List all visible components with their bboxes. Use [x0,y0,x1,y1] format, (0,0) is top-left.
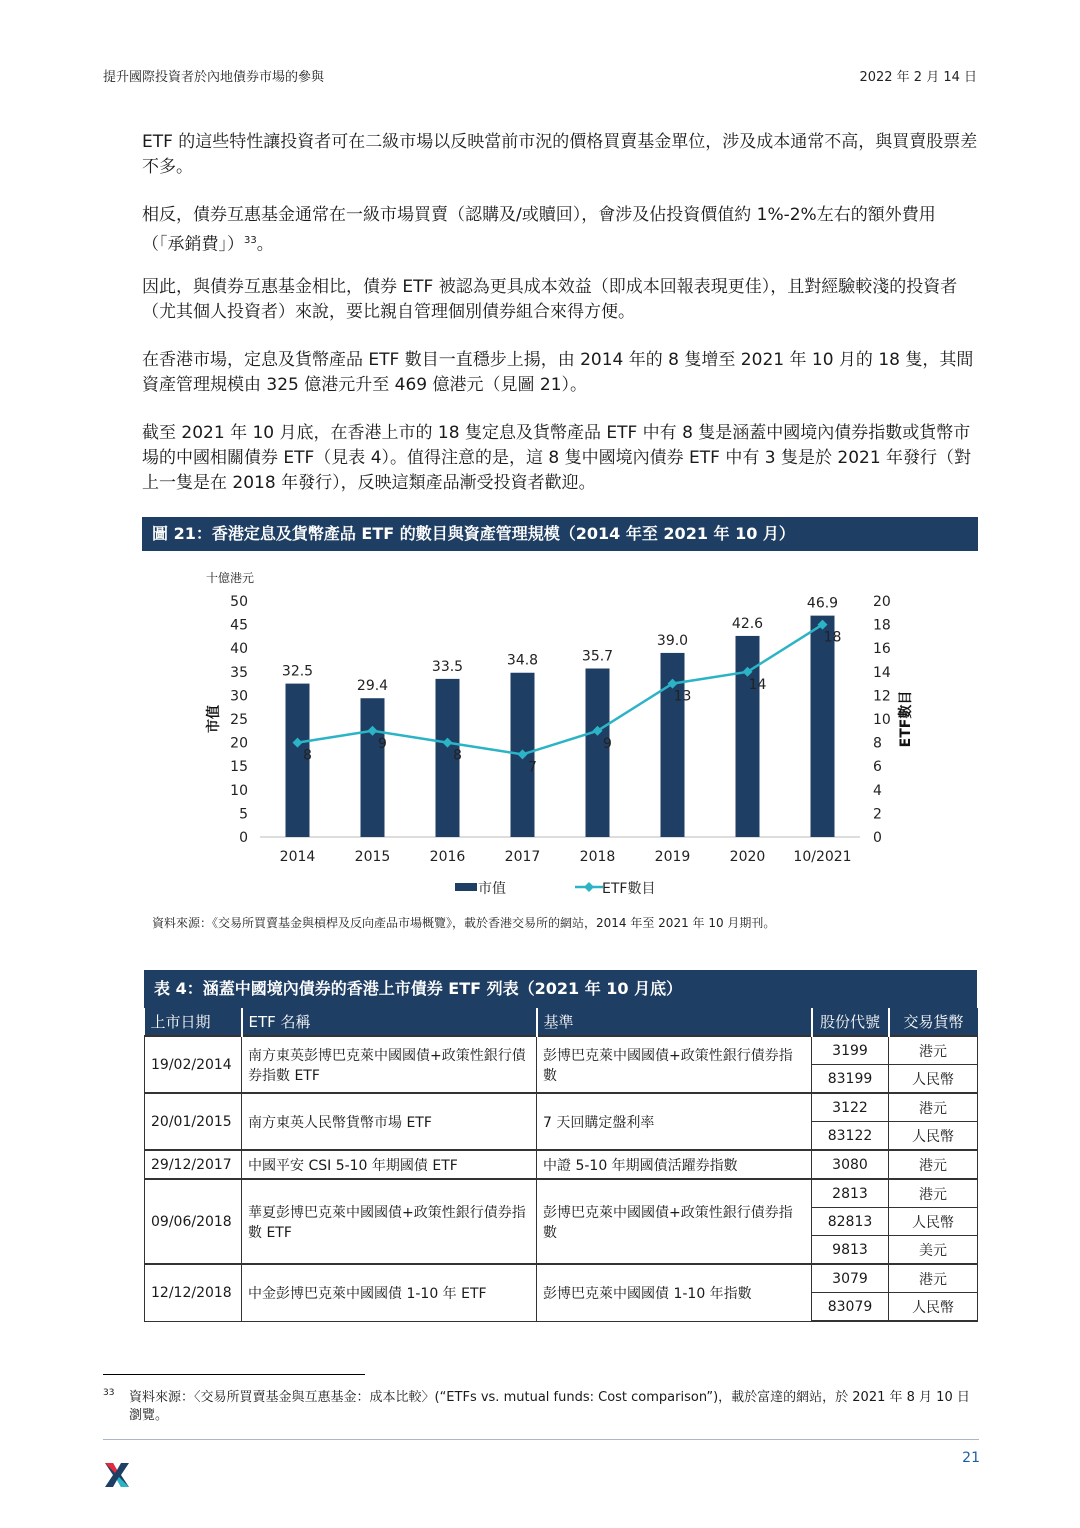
line-data-label: 8 [453,747,462,764]
hkex-logo-icon [103,1461,131,1489]
legend-line-marker [584,882,594,892]
y2-axis-tick-label: 6 [873,759,882,776]
y2-axis-tick-label: 16 [873,641,891,658]
cell-currency: 人民幣 [889,1208,978,1236]
line-data-label: 8 [303,747,312,764]
etf-table [144,1008,978,1322]
cell-etf-name: 中金彭博巴克萊中國國債 1-10 年 ETF [242,1264,537,1321]
y-axis-tick-label: 50 [230,594,248,610]
footer-divider [103,1439,979,1440]
table-row [145,1036,978,1065]
y2-axis-tick-label: 8 [873,735,882,752]
running-header-date: 2022 年 2 月 14 日 [859,70,977,85]
cell-benchmark: 彭博巴克萊中國國債+政策性銀行債券指數 [537,1179,812,1264]
figure-21-title: 圖 21：香港定息及貨幣產品 ETF 的數目與資產管理規模（2014 年至 2021 年 10 月） [142,517,978,551]
table-row [145,1150,978,1179]
line-data-label: 13 [673,688,692,705]
table-header-row [145,1008,978,1036]
header-etf-name: ETF 名稱 [242,1008,537,1036]
line-data-label: 9 [603,735,612,752]
figure-source-note: 資料來源：《交易所買賣基金與槓桿及反向產品市場概覽》，載於香港交易所的網站，2014 年至 2021 年 10 月期刊。 [152,916,776,930]
cell-currency: 港元 [889,1264,978,1293]
bar-data-label: 39.0 [656,632,689,649]
cell-currency: 港元 [889,1036,978,1065]
y-axis-tick-label: 40 [230,641,248,658]
x-axis-tick-label: 2020 [729,849,766,865]
y-axis-title: 市值 [206,705,222,733]
cell-code: 3079 [812,1264,889,1293]
running-header-title: 提升國際投資者於內地債券市場的參與 [103,70,325,85]
header-benchmark: 基準 [537,1008,812,1036]
cell-code: 82813 [812,1208,889,1236]
cell-code: 2813 [812,1179,889,1208]
y2-axis-tick-label: 2 [873,806,882,823]
paragraph-5: 截至 2021 年 10 月底，在香港上市的 18 隻定息及貨幣產品 ETF 中有 8 隻是涵蓋中國境內債券指數或貨幣市場的中國相關債券 ETF（見表 4）。值得注意的是，這 8 隻中國境內債券 ETF 中有 3 隻是於 2021 年發行（對上一隻是在 2018 年發行），反映這類產品漸受投資者歡迎。 [142,423,972,493]
bar-data-label: 46.9 [806,595,839,612]
header-stock-code: 股份代號 [812,1008,889,1036]
y-axis-unit-label: 十億港元 [206,571,255,585]
y-axis-tick-label: 5 [239,806,248,823]
x-axis-tick-label: 2019 [654,849,691,865]
cell-etf-name: 華夏彭博巴克萊中國國債+政策性銀行債券指數 ETF [242,1179,537,1264]
y2-axis-tick-label: 12 [873,688,891,705]
cell-currency: 人民幣 [889,1293,978,1322]
bar-data-label: 33.5 [431,658,464,675]
table-row [145,1179,978,1208]
bar-data-label: 42.6 [731,615,764,632]
paragraph-2-end: 。 [256,234,274,255]
cell-date: 20/01/2015 [145,1093,242,1150]
table-row [145,1093,978,1122]
paragraph-3: 因此，與債券互惠基金相比，債券 ETF 被認為更具成本效益（即成本回報表現更佳），且對經驗較淺的投資者（尤其個人投資者）來說，要比親自管理個別債券組合來得方便。 [142,277,958,322]
cell-benchmark: 中證 5-10 年期國債活躍券指數 [537,1150,812,1179]
line-data-label: 7 [528,759,537,776]
cell-code: 83079 [812,1293,889,1322]
y2-axis-tick-label: 14 [873,664,891,681]
cell-benchmark: 彭博巴克萊中國國債 1-10 年指數 [537,1264,812,1321]
paragraph-1: ETF 的這些特性讓投資者可在二級市場以反映當前市況的價格買賣基金單位，涉及成本通常不高，與買賣股票差不多。 [142,132,978,177]
table-4-title: 表 4：涵蓋中國境內債券的香港上市債券 ETF 列表（2021 年 10 月底） [144,970,977,1008]
bar-market-value [586,668,610,837]
y2-axis-tick-label: 0 [873,830,882,846]
figure-21-chart [142,560,978,905]
footnote-text: 資料來源：〈交易所買賣基金與互惠基金：成本比較〉(“ETFs vs. mutual funds: Cost comparison”)，載於富達的網站，於 2021 年 8 月 10 日瀏覽。 [129,1390,970,1423]
cell-etf-name: 中國平安 CSI 5-10 年期國債 ETF [242,1150,537,1179]
y-axis-tick-label: 15 [230,759,248,776]
cell-currency: 美元 [889,1236,978,1265]
y-axis-tick-label: 45 [230,617,248,634]
paragraph-2-text: 相反，債券互惠基金通常在一級市場買賣（認購及/或贖回），會涉及佔投資價值約 1%-2%左右的額外費用（「承銷費」） [142,205,936,255]
legend-line-label: ETF數目 [602,881,656,897]
cell-etf-name: 南方東英彭博巴克萊中國國債+政策性銀行債券指數 ETF [242,1036,537,1093]
cell-benchmark: 7 天回購定盤利率 [537,1093,812,1150]
cell-code: 3122 [812,1093,889,1122]
cell-currency: 港元 [889,1093,978,1122]
cell-benchmark: 彭博巴克萊中國國債+政策性銀行債券指數 [537,1036,812,1093]
x-axis-tick-label: 2017 [504,849,541,865]
x-axis-tick-label: 2015 [354,849,391,865]
legend-bar-swatch [455,883,477,891]
cell-etf-name: 南方東英人民幣貨幣市場 ETF [242,1093,537,1150]
footnote-number: 33 [103,1388,115,1398]
y-axis-tick-label: 20 [230,735,248,752]
cell-date: 29/12/2017 [145,1150,242,1179]
line-data-label: 14 [748,676,767,693]
cell-date: 19/02/2014 [145,1036,242,1093]
header-listing-date: 上市日期 [145,1008,242,1036]
paragraph-4: 在香港市場，定息及貨幣產品 ETF 數目一直穩步上揚，由 2014 年的 8 隻增至 2021 年 10 月的 18 隻，其間資產管理規模由 325 億港元升至 469 億港元（見圖 21）。 [142,350,974,395]
cell-currency: 人民幣 [889,1122,978,1151]
x-axis-tick-label: 10/2021 [793,849,852,865]
bar-market-value [811,616,835,837]
line-data-label: 18 [823,629,842,646]
y-axis-tick-label: 35 [230,664,248,681]
cell-code: 3080 [812,1150,889,1179]
bar-market-value [361,698,385,837]
page-number: 21 [962,1450,980,1466]
footnote-divider [103,1374,365,1375]
cell-currency: 港元 [889,1179,978,1208]
y-axis-tick-label: 25 [230,712,248,728]
x-axis-tick-label: 2014 [279,849,316,865]
y-axis-tick-label: 0 [239,830,248,846]
y2-axis-tick-label: 4 [873,782,882,799]
table-row [145,1264,978,1293]
y2-axis-tick-label: 10 [873,712,891,728]
cell-currency: 人民幣 [889,1065,978,1094]
bar-data-label: 32.5 [281,663,314,680]
paragraph-2 [142,203,978,258]
y2-axis-title: ETF數目 [898,690,914,748]
y-axis-tick-label: 30 [230,688,248,705]
y-axis-tick-label: 10 [230,782,248,799]
cell-code: 83122 [812,1122,889,1151]
line-data-label: 9 [378,735,387,752]
y2-axis-tick-label: 20 [873,594,891,610]
cell-code: 83199 [812,1065,889,1094]
bar-data-label: 34.8 [506,652,539,669]
cell-date: 12/12/2018 [145,1264,242,1321]
footnote-ref[interactable]: 33 [244,235,257,246]
x-axis-tick-label: 2016 [429,849,466,865]
x-axis-tick-label: 2018 [579,849,616,865]
y2-axis-tick-label: 18 [873,617,891,634]
cell-code: 9813 [812,1236,889,1265]
legend-bar-label: 市值 [478,881,506,897]
bar-data-label: 29.4 [356,678,389,695]
header-trading-currency: 交易貨幣 [889,1008,978,1036]
cell-code: 3199 [812,1036,889,1065]
cell-date: 09/06/2018 [145,1179,242,1264]
bar-data-label: 35.7 [581,648,614,665]
cell-currency: 港元 [889,1150,978,1179]
